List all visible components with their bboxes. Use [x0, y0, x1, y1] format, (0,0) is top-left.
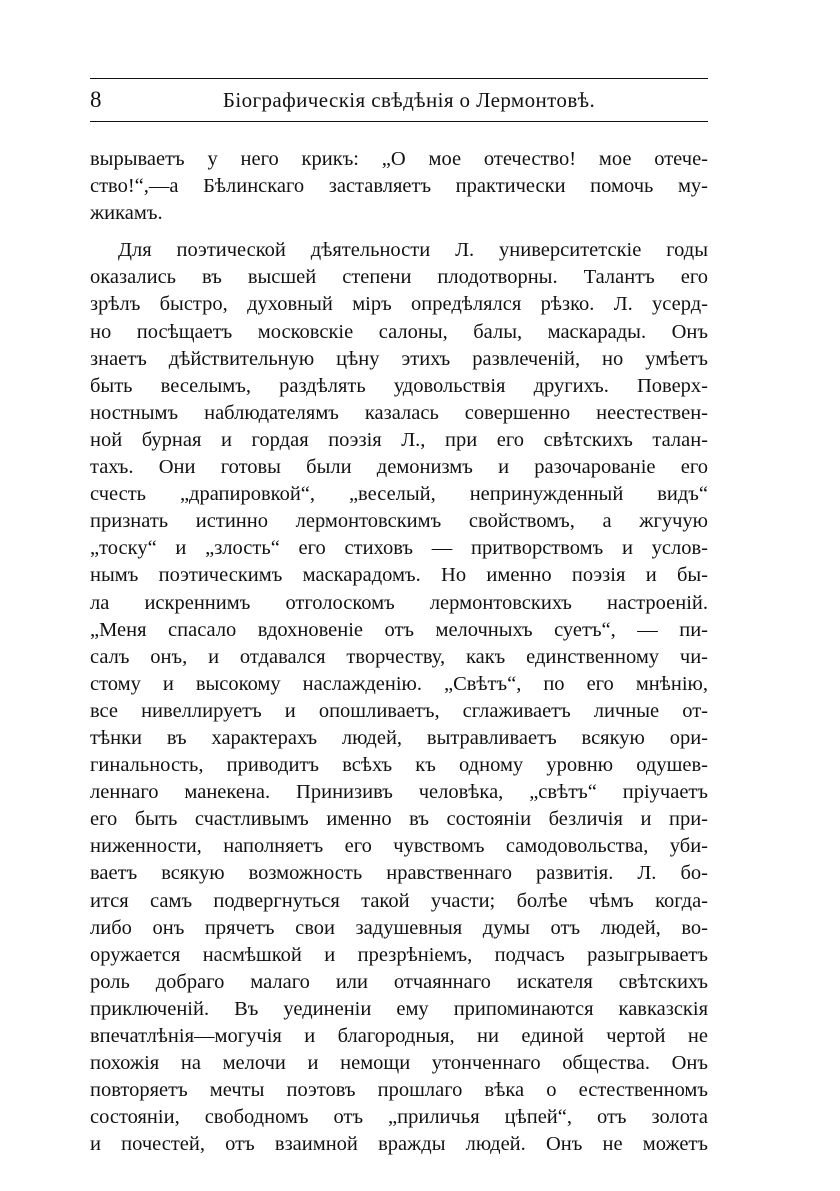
text-line: но посѣщаетъ московскіе салоны, балы, маскарады. Онъ [90, 320, 708, 343]
text-line: тахъ. Они готовы были демонизмъ и разочарованіе его [90, 456, 708, 479]
text-line: ство!“,—а Бѣлинскаго заставляетъ практически помочь му- [90, 175, 708, 198]
text-line [90, 1158, 708, 1185]
text-line: счесть „драпировкой“, „веселый, непринужденный видъ“ [90, 483, 708, 506]
text-line: гинальность, приводитъ всѣхъ къ одному уровню одушев- [90, 754, 708, 777]
paragraph-1 [90, 146, 708, 227]
text-line: повторяетъ мечты поэтовъ прошлаго вѣка о естественномъ [90, 1079, 708, 1102]
body-text [90, 146, 708, 1186]
text-line: знаетъ дѣйствительную цѣну этихъ развлеченій, но умѣетъ [90, 347, 708, 370]
book-page [90, 78, 708, 1186]
text-line: приключеній. Въ уединеніи ему припоминаются кавказскія [90, 997, 708, 1020]
text-line: роль добраго малаго или отчаяннаго искателя свѣтскихъ [90, 970, 708, 993]
text-line: ваетъ всякую возможность нравственнаго развитія. Л. бо- [90, 862, 708, 885]
text-line: оказались въ высшей степени плодотворны. Талантъ его [90, 266, 708, 289]
text-line: тѣнки въ характерахъ людей, вытравливаетъ всякую ори- [90, 726, 708, 749]
text-line: ится самъ подвергнуться такой участи; болѣе чѣмъ когда- [90, 889, 708, 912]
running-header [90, 79, 708, 121]
header-rule-bottom [90, 121, 708, 122]
text-line: салъ онъ, и отдавался творчеству, какъ единственному чи- [90, 645, 708, 668]
text-line: Для поэтической дѣятельности Л. университетскіе годы [118, 239, 708, 262]
text-line: либо онъ прячетъ свои задушевныя думы отъ людей, во- [90, 916, 708, 939]
text-line: признать истинно лермонтовскимъ свойствомъ, а жгучую [90, 510, 708, 533]
text-line: жикамъ. [90, 202, 163, 225]
paragraph-gap [90, 227, 708, 237]
text-line: леннаго манекена. Принизивъ человѣка, „свѣтъ“ пріучаетъ [90, 781, 708, 804]
text-line: зрѣлъ быстро, духовный міръ опредѣлялся рѣзко. Л. усерд- [90, 293, 708, 316]
text-line: „Меня спасало вдохновеніе отъ мелочныхъ суетъ“, — пи- [90, 618, 708, 641]
text-line: быть веселымъ, раздѣлять удовольствія другихъ. Поверх- [90, 374, 708, 397]
text-line: оружается насмѣшкой и презрѣніемъ, подчасъ разыгрываетъ [90, 943, 708, 966]
text-line: ностнымъ наблюдателямъ казалась совершенно неестествен- [90, 401, 708, 424]
text-line: ниженности, наполняетъ его чувствомъ самодовольства, уби- [90, 835, 708, 858]
text-line: состояніи, свободномъ отъ „приличья цѣпей“, отъ золота [90, 1106, 708, 1129]
text-line: похожія на мелочи и немощи утонченнаго общества. Онъ [90, 1052, 708, 1075]
text-line: и почестей, отъ взаимной вражды людей. Онъ не можетъ [90, 1133, 708, 1156]
text-line: его быть счастливымъ именно въ состояніи безличія и при- [90, 808, 708, 831]
paragraph-2 [90, 237, 708, 1185]
text-line: „тоску“ и „злость“ его стиховъ — притворствомъ и услов- [90, 537, 708, 560]
running-title: Біографическія свѣдѣнія о Лермонтовѣ. [222, 88, 596, 112]
text-line: все нивеллируетъ и опошливаетъ, сглаживаетъ личные от- [90, 699, 708, 722]
page-number: 8 [90, 87, 102, 112]
text-line: ной бурная и гордая поэзія Л., при его свѣтскихъ талан- [90, 428, 708, 451]
text-line: ла искреннимъ отголоскомъ лермонтовскихъ настроеній. [90, 591, 708, 614]
text-line: стому и высокому наслажденію. „Свѣтъ“, по его мнѣнію, [90, 672, 708, 695]
text-line: нымъ поэтическимъ маскарадомъ. Но именно поэзія и бы- [90, 564, 708, 587]
text-line: впечатлѣнія—могучія и благородныя, ни единой чертой не [90, 1025, 708, 1047]
text-line: вырываетъ у него крикъ: „О мое отечество! мое отече- [90, 148, 708, 170]
